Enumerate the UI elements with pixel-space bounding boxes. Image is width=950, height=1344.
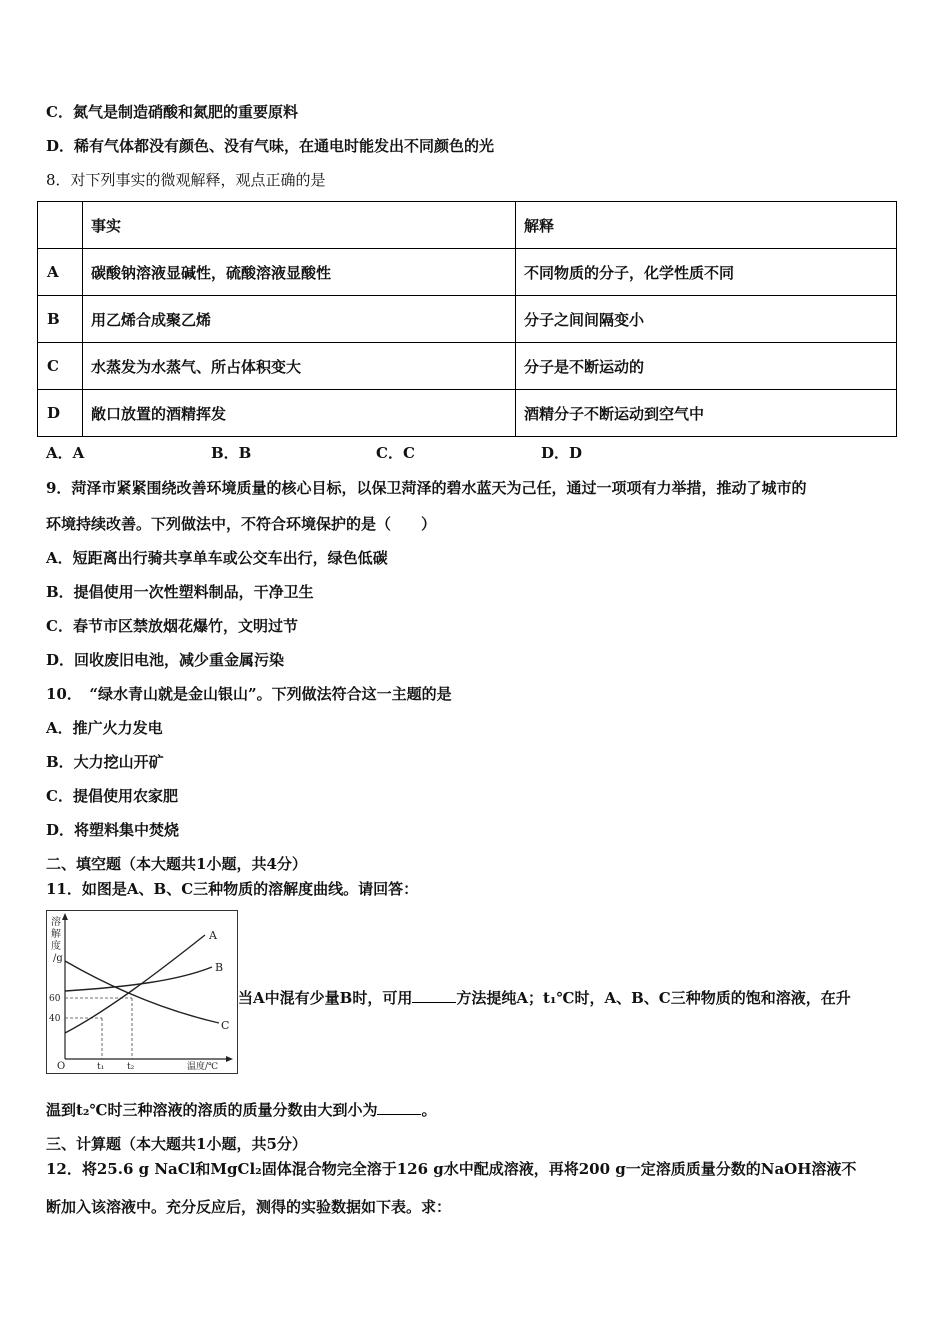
q9-stem-line1: 9．菏泽市紧紧围绕改善环境质量的核心目标，以保卫菏泽的碧水蓝天为己任，通过一项项有力举措，推动了城市的	[46, 479, 807, 497]
y-axis-arrow	[62, 913, 68, 920]
row-fact: 水蒸发为水蒸气、所占体积变大	[83, 343, 516, 390]
y-axis-label-2: 解	[51, 929, 61, 940]
curve-label-b: B	[215, 961, 224, 974]
q11-text-1a: 当A中混有少量B时，可用	[238, 989, 413, 1007]
solubility-curve-figure	[46, 910, 238, 1074]
curve-label-c: C	[221, 1019, 230, 1032]
table-row	[38, 249, 897, 296]
q10-stem: 10． “绿水青山就是金山银山”。下列做法符合这一主题的是	[46, 685, 452, 703]
section-heading-calculation: 三、计算题（本大题共1小题，共5分）	[46, 1135, 307, 1153]
q8-option-c: C．C	[376, 444, 415, 462]
q11-text-2b: 。	[421, 1101, 437, 1119]
q10-option-a: A．推广火力发电	[46, 719, 163, 737]
solubility-chart	[47, 911, 237, 1073]
q8-option-b: B．B	[211, 444, 252, 462]
table-header-fact: 事实	[83, 202, 516, 249]
y-axis-label-3: 度	[51, 941, 61, 952]
row-key: C	[38, 343, 83, 390]
table-header-row	[38, 202, 897, 249]
y-axis-label-1: 溶	[51, 917, 61, 928]
table-row	[38, 390, 897, 437]
row-explanation: 分子是不断运动的	[516, 343, 897, 390]
x-tick-t1: t₁	[97, 1062, 105, 1072]
answer-blank-2[interactable]	[377, 1100, 421, 1115]
q8-stem: 8．对下列事实的微观解释，观点正确的是	[46, 171, 326, 189]
origin-label: O	[57, 1061, 66, 1072]
q11-stem: 11．如图是A、B、C三种物质的溶解度曲线。请回答：	[46, 880, 419, 898]
row-fact: 敞口放置的酒精挥发	[83, 390, 516, 437]
row-fact: 碳酸钠溶液显碱性，硫酸溶液显酸性	[83, 249, 516, 296]
q11-text-line2	[46, 1100, 437, 1120]
answer-blank-1[interactable]	[412, 988, 456, 1003]
x-axis-arrow	[226, 1056, 233, 1062]
y-axis-label-4: /g	[53, 953, 63, 964]
curve-b	[65, 967, 212, 991]
q9-option-d: D．回收废旧电池，减少重金属污染	[46, 651, 285, 669]
row-explanation: 不同物质的分子，化学性质不同	[516, 249, 897, 296]
q10-option-c: C．提倡使用农家肥	[46, 787, 178, 805]
table-header-key	[38, 202, 83, 249]
axes	[62, 913, 233, 1062]
q11-text-line1	[238, 988, 851, 1008]
y-tick-60: 60	[49, 994, 61, 1004]
guide-lines	[65, 998, 132, 1059]
q8-option-d: D．D	[541, 444, 583, 462]
x-tick-t2: t₂	[127, 1062, 135, 1072]
row-explanation: 酒精分子不断运动到空气中	[516, 390, 897, 437]
row-key: D	[38, 390, 83, 437]
row-explanation: 分子之间间隔变小	[516, 296, 897, 343]
q9-option-b: B．提倡使用一次性塑料制品，干净卫生	[46, 583, 314, 601]
q8-option-a: A．A	[46, 444, 85, 462]
row-key: B	[38, 296, 83, 343]
q10-option-d: D．将塑料集中焚烧	[46, 821, 180, 839]
table-row	[38, 343, 897, 390]
q9-option-a: A．短距离出行骑共享单车或公交车出行，绿色低碳	[46, 549, 388, 567]
q8-table	[37, 201, 897, 437]
table-row	[38, 296, 897, 343]
curve-label-a: A	[209, 929, 217, 942]
q12-stem-line1: 12．将25.6 g NaCl和MgCl₂固体混合物完全溶于126 g水中配成溶液，再将200 g一定溶质质量分数的NaOH溶液不	[46, 1160, 857, 1178]
table-header-explanation: 解释	[516, 202, 897, 249]
x-axis-label: 温度/℃	[187, 1062, 219, 1072]
q11-text-2a: 温到t₂℃时三种溶液的溶质的质量分数由大到小为	[46, 1101, 378, 1119]
q7-option-c: C．氮气是制造硝酸和氮肥的重要原料	[46, 103, 298, 121]
section-heading-fill-blank: 二、填空题（本大题共1小题，共4分）	[46, 855, 307, 873]
q9-stem-line2: 环境持续改善。下列做法中，不符合环境保护的是（ ）	[46, 515, 437, 533]
q9-option-c: C．春节市区禁放烟花爆竹，文明过节	[46, 617, 298, 635]
y-tick-40: 40	[49, 1014, 61, 1024]
q11-text-1b: 方法提纯A；t₁℃时，A、B、C三种物质的饱和溶液，在升	[456, 989, 851, 1007]
q7-option-d: D．稀有气体都没有颜色、没有气味，在通电时能发出不同颜色的光	[46, 137, 495, 155]
row-fact: 用乙烯合成聚乙烯	[83, 296, 516, 343]
q10-option-b: B．大力挖山开矿	[46, 753, 164, 771]
q12-stem-line2: 断加入该溶液中。充分反应后，测得的实验数据如下表。求：	[46, 1198, 452, 1216]
row-key: A	[38, 249, 83, 296]
curve-c	[65, 961, 219, 1023]
